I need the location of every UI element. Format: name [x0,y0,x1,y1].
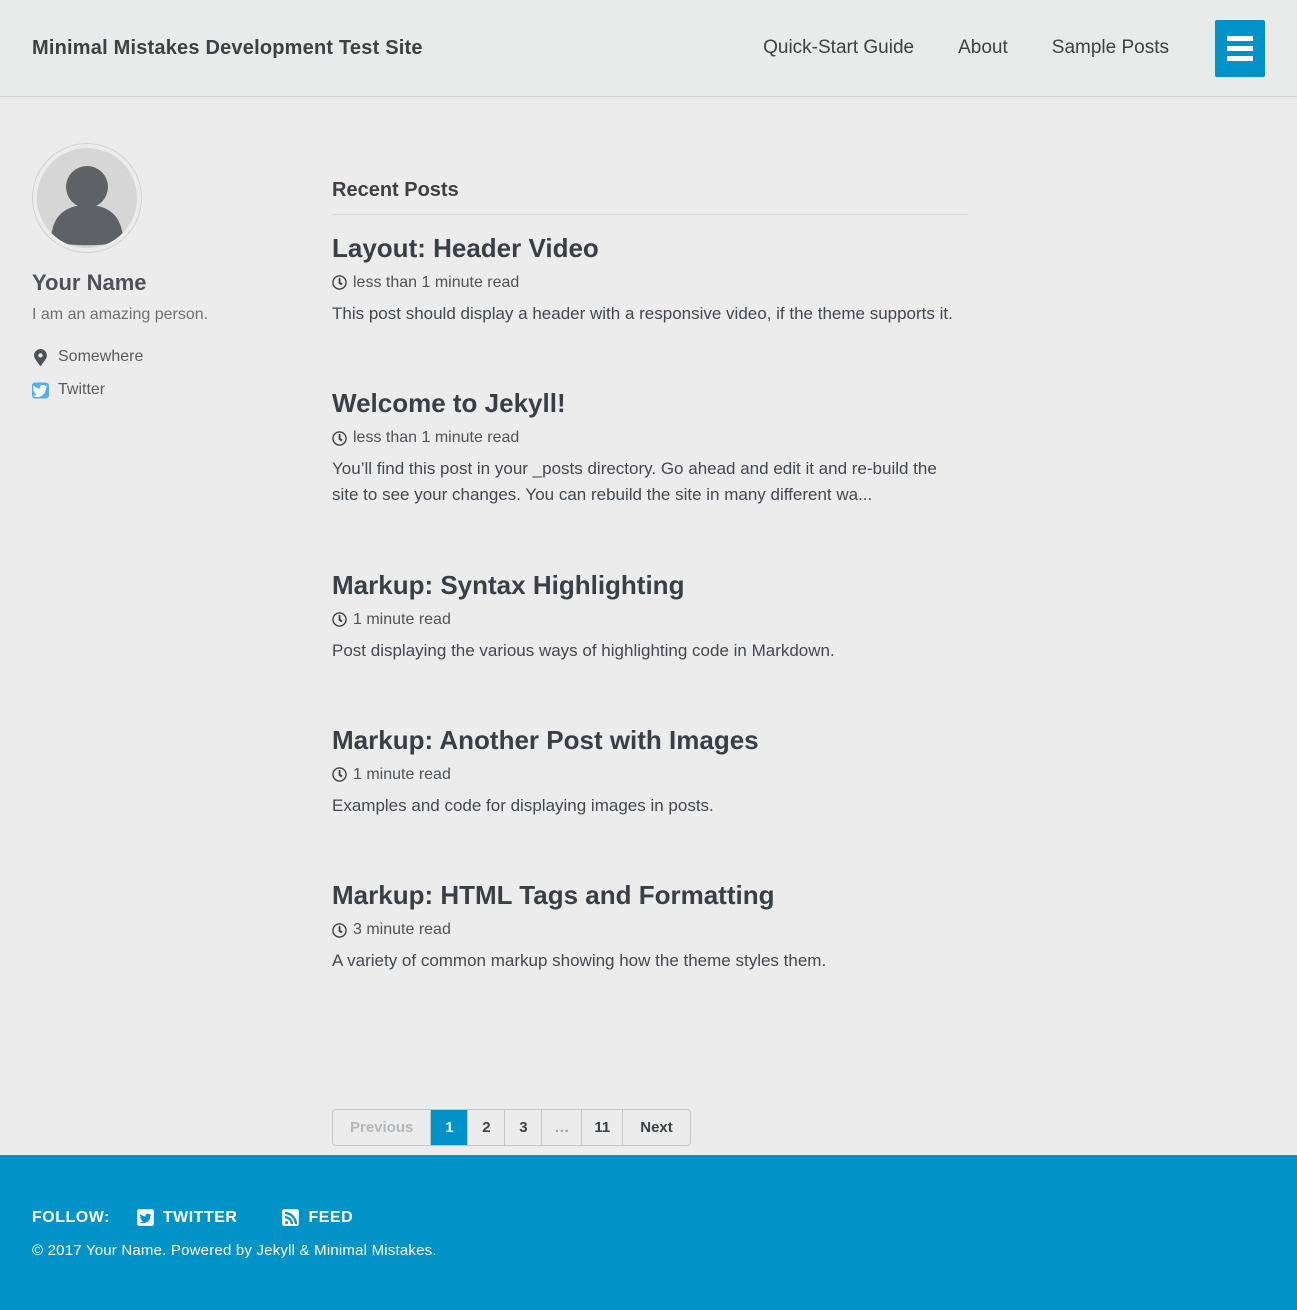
author-twitter-link[interactable] [32,381,105,399]
post-meta [332,611,968,629]
post-excerpt: Examples and code for displaying images in posts. [332,795,714,815]
masthead-nav [763,37,1169,59]
footer-follow-row [32,1208,1265,1227]
post-read-time: 1 minute read [353,765,451,783]
pagination-ellipsis: … [541,1110,581,1145]
post-item [332,881,968,974]
author-sidebar [32,143,332,1155]
post-item [332,571,968,664]
author-links [32,348,332,399]
post-title-link[interactable]: Markup: Another Post with Images [332,725,759,756]
clock-icon [332,767,347,782]
page-footer [0,1155,1297,1310]
pagination-page-3[interactable]: 3 [504,1110,541,1145]
author-twitter [32,381,332,399]
clock-icon [332,612,347,627]
pagination-page-1[interactable]: 1 [430,1110,467,1145]
author-name: Your Name [32,270,147,295]
post-item [332,389,968,509]
post-read-time: less than 1 minute read [353,429,520,447]
twitter-square-icon [136,1208,155,1227]
post-excerpt: This post should display a header with a responsive video, if the theme supports it. [332,303,953,323]
author-location [32,348,332,366]
rss-square-icon [281,1208,300,1227]
clock-icon [332,275,347,290]
location-pin-icon [32,349,49,366]
footer-feed-label: FEED [308,1208,354,1226]
clock-icon [332,431,347,446]
avatar [32,143,142,253]
person-silhouette-icon [37,148,137,248]
post-title-link[interactable]: Markup: HTML Tags and Formatting [332,880,775,911]
site-title-link[interactable]: Minimal Mistakes Development Test Site [32,36,423,59]
author-bio: I am an amazing person. [32,306,209,323]
post-item [332,726,968,819]
post-excerpt: Post displaying the various ways of highlighting code in Markdown. [332,640,835,660]
post-excerpt: You’ll find this post in your _posts directory. Go ahead and edit it and re-build the site to see your changes. You can rebuild the site in many different wa... [332,459,937,505]
pagination-page-11[interactable]: 11 [581,1110,622,1145]
post-meta [332,921,968,939]
post-read-time: 1 minute read [353,610,451,628]
pagination [332,1109,691,1146]
post-title-link[interactable]: Markup: Syntax Highlighting [332,569,685,600]
post-excerpt: A variety of common markup showing how the theme styles them. [332,951,827,971]
recent-posts-section [332,143,968,1155]
nav-link-quick-start-guide[interactable]: Quick-Start Guide [763,37,915,58]
post-item [332,234,968,327]
footer-twitter-label: TWITTER [162,1208,238,1226]
recent-posts-heading: Recent Posts [332,179,968,215]
nav-link-about[interactable]: About [958,37,1008,58]
page-body [0,97,1297,1155]
author-location-label: Somewhere [58,348,144,365]
post-meta [332,274,968,292]
post-meta [332,766,968,784]
post-title-link[interactable]: Layout: Header Video [332,233,599,263]
pagination-next[interactable]: Next [622,1110,690,1145]
masthead [0,0,1297,97]
post-title-link[interactable]: Welcome to Jekyll! [332,388,566,419]
post-read-time: less than 1 minute read [353,273,520,291]
twitter-icon [32,382,49,399]
footer-twitter-link[interactable] [136,1208,238,1227]
pagination-previous: Previous [350,1118,414,1136]
clock-icon [332,923,347,938]
follow-label: FOLLOW: [32,1208,110,1226]
footer-copyright: © 2017 Your Name. Powered by Jekyll & Minimal Mistakes. [32,1242,437,1259]
hamburger-icon [1227,36,1253,61]
menu-toggle-button[interactable] [1215,20,1265,77]
nav-link-sample-posts[interactable]: Sample Posts [1051,37,1169,58]
post-read-time: 3 minute read [353,921,451,939]
pagination-page-2[interactable]: 2 [467,1110,504,1145]
author-twitter-label: Twitter [58,381,106,398]
post-meta [332,429,968,447]
footer-feed-link[interactable] [281,1208,353,1227]
